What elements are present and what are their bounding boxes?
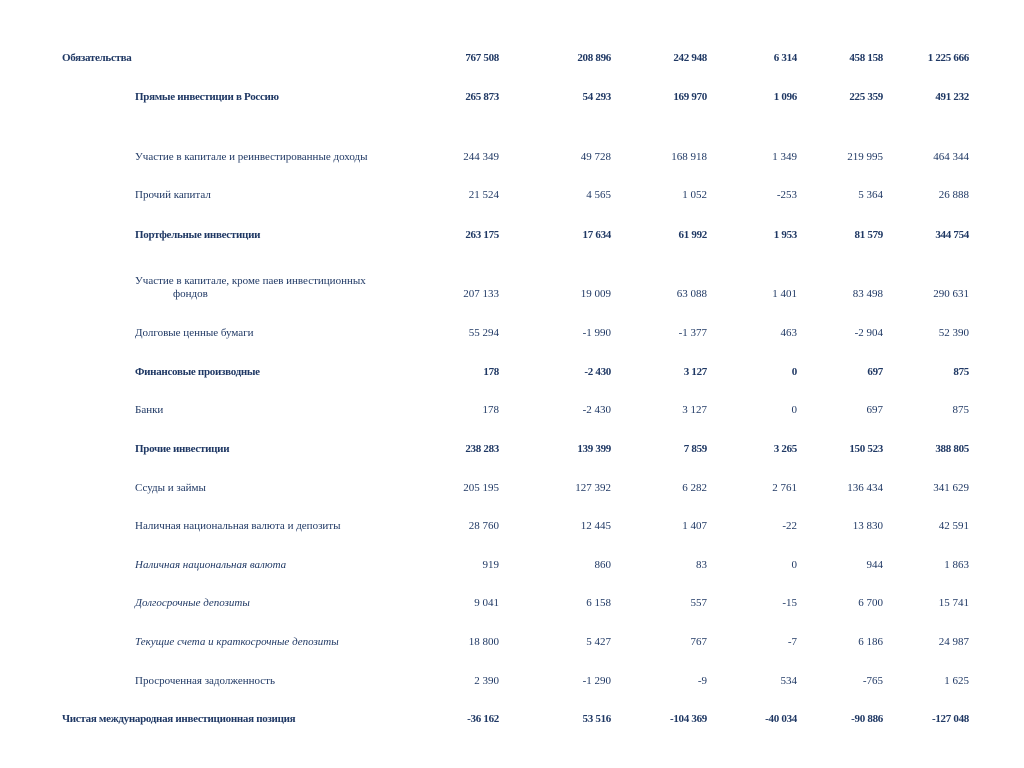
cell: 3 127 (682, 404, 707, 416)
table-row (0, 229, 1024, 249)
row-label: Просроченная задолженность (135, 675, 275, 687)
cell: 139 399 (577, 443, 611, 455)
cell: 388 805 (935, 443, 969, 455)
row-label: Обязательства (62, 52, 132, 64)
cell: 1 625 (944, 675, 969, 687)
cell: -40 034 (765, 713, 797, 725)
cell: 42 591 (938, 520, 969, 532)
cell: -765 (862, 675, 883, 687)
cell: 919 (482, 559, 499, 571)
table-row (0, 636, 1024, 656)
cell: 63 088 (676, 288, 707, 300)
cell: 290 631 (933, 288, 969, 300)
cell: 61 992 (678, 229, 707, 241)
cell: 6 282 (682, 482, 707, 494)
table-row (0, 443, 1024, 463)
table-row (0, 91, 1024, 111)
cell: 208 896 (577, 52, 611, 64)
cell: -1 377 (678, 327, 707, 339)
row-label: Текущие счета и краткосрочные депозиты (135, 636, 339, 648)
cell: -2 430 (584, 366, 611, 378)
cell: 697 (866, 404, 883, 416)
cell: 55 294 (468, 327, 499, 339)
table-row (0, 52, 1024, 72)
table-row (0, 713, 1024, 733)
cell: 557 (690, 597, 707, 609)
table-row (0, 366, 1024, 386)
row-label: Банки (135, 404, 164, 416)
row-label-line1: Участие в капитале, кроме паев инвестиционных (135, 275, 366, 287)
cell: 1 225 666 (927, 52, 969, 64)
row-label (135, 275, 405, 301)
cell: 12 445 (580, 520, 611, 532)
cell: -22 (782, 520, 797, 532)
cell: 5 364 (858, 189, 883, 201)
cell: 7 859 (683, 443, 707, 455)
cell: 13 830 (852, 520, 883, 532)
cell: 1 349 (772, 151, 797, 163)
cell: -253 (776, 189, 797, 201)
cell: 219 995 (847, 151, 883, 163)
cell: 18 800 (468, 636, 499, 648)
table-row (0, 151, 1024, 171)
cell: 0 (791, 366, 797, 378)
table-row (0, 275, 1024, 307)
cell: 150 523 (849, 443, 883, 455)
cell: 1 401 (772, 288, 797, 300)
cell: -1 290 (582, 675, 611, 687)
cell: 875 (953, 366, 969, 378)
cell: 26 888 (938, 189, 969, 201)
cell: -1 990 (582, 327, 611, 339)
cell: 0 (791, 559, 797, 571)
table-row (0, 559, 1024, 579)
cell: 263 175 (465, 229, 499, 241)
cell: 83 (696, 559, 707, 571)
table-row (0, 597, 1024, 617)
cell: 205 195 (463, 482, 499, 494)
cell: 6 158 (586, 597, 611, 609)
cell: 178 (482, 404, 499, 416)
cell: 83 498 (852, 288, 883, 300)
cell: 341 629 (933, 482, 969, 494)
cell: 1 052 (682, 189, 707, 201)
cell: 767 (690, 636, 707, 648)
cell: 17 634 (582, 229, 611, 241)
cell: 136 434 (847, 482, 883, 494)
cell: 225 359 (849, 91, 883, 103)
row-label: Чистая международная инвестиционная позиция (62, 713, 296, 725)
cell: 207 133 (463, 288, 499, 300)
row-label: Наличная национальная валюта (135, 559, 287, 571)
cell: 534 (780, 675, 797, 687)
cell: 1 863 (944, 559, 969, 571)
cell: 15 741 (938, 597, 969, 609)
cell: -2 430 (582, 404, 611, 416)
cell: -127 048 (931, 713, 969, 725)
cell: 242 948 (673, 52, 707, 64)
cell: 169 970 (673, 91, 707, 103)
cell: 1 953 (773, 229, 797, 241)
cell: 875 (952, 404, 969, 416)
cell: 491 232 (935, 91, 969, 103)
cell: -2 904 (854, 327, 883, 339)
row-label: Прочий капитал (135, 189, 211, 201)
cell: 127 392 (575, 482, 611, 494)
cell: -15 (782, 597, 797, 609)
cell: 464 344 (933, 151, 969, 163)
cell: 54 293 (582, 91, 611, 103)
row-label: Долгосрочные депозиты (135, 597, 250, 609)
cell: 52 390 (938, 327, 969, 339)
cell: 6 186 (858, 636, 883, 648)
row-label: Портфельные инвестиции (135, 229, 261, 241)
cell: 2 390 (474, 675, 499, 687)
cell: 458 158 (849, 52, 883, 64)
cell: 3 127 (683, 366, 707, 378)
cell: 24 987 (938, 636, 969, 648)
row-label: Финансовые производные (135, 366, 260, 378)
cell: 4 565 (586, 189, 611, 201)
row-label: Прямые инвестиции в Россию (135, 91, 279, 103)
cell: 944 (866, 559, 883, 571)
table-row (0, 482, 1024, 502)
cell: 81 579 (854, 229, 883, 241)
table-row (0, 675, 1024, 695)
cell: -90 886 (851, 713, 883, 725)
table-row (0, 520, 1024, 540)
cell: 19 009 (580, 288, 611, 300)
cell: 265 873 (465, 91, 499, 103)
cell: 1 407 (682, 520, 707, 532)
table-row (0, 404, 1024, 424)
cell: 21 524 (468, 189, 499, 201)
cell: 6 700 (858, 597, 883, 609)
cell: 0 (791, 404, 797, 416)
row-label: Прочие инвестиции (135, 443, 230, 455)
cell: 767 508 (465, 52, 499, 64)
cell: -7 (787, 636, 797, 648)
cell: 49 728 (580, 151, 611, 163)
table-row (0, 189, 1024, 209)
cell: 168 918 (671, 151, 707, 163)
cell: 244 349 (463, 151, 499, 163)
cell: 3 265 (773, 443, 797, 455)
cell: 463 (780, 327, 797, 339)
cell: -104 369 (669, 713, 707, 725)
cell: 2 761 (772, 482, 797, 494)
cell: 860 (594, 559, 611, 571)
cell: 1 096 (773, 91, 797, 103)
cell: 28 760 (468, 520, 499, 532)
cell: 697 (867, 366, 883, 378)
cell: 238 283 (465, 443, 499, 455)
cell: 5 427 (586, 636, 611, 648)
row-label-line2: фондов (173, 288, 208, 300)
cell: 53 516 (582, 713, 611, 725)
cell: 178 (483, 366, 499, 378)
table-row (0, 327, 1024, 347)
row-label: Участие в капитале и реинвестированные доходы (135, 151, 368, 163)
row-label: Наличная национальная валюта и депозиты (135, 520, 341, 532)
cell: 9 041 (474, 597, 499, 609)
row-label: Долговые ценные бумаги (135, 327, 254, 339)
cell: -36 162 (467, 713, 499, 725)
cell: -9 (697, 675, 707, 687)
cell: 6 314 (773, 52, 797, 64)
cell: 344 754 (935, 229, 969, 241)
row-label: Ссуды и займы (135, 482, 206, 494)
